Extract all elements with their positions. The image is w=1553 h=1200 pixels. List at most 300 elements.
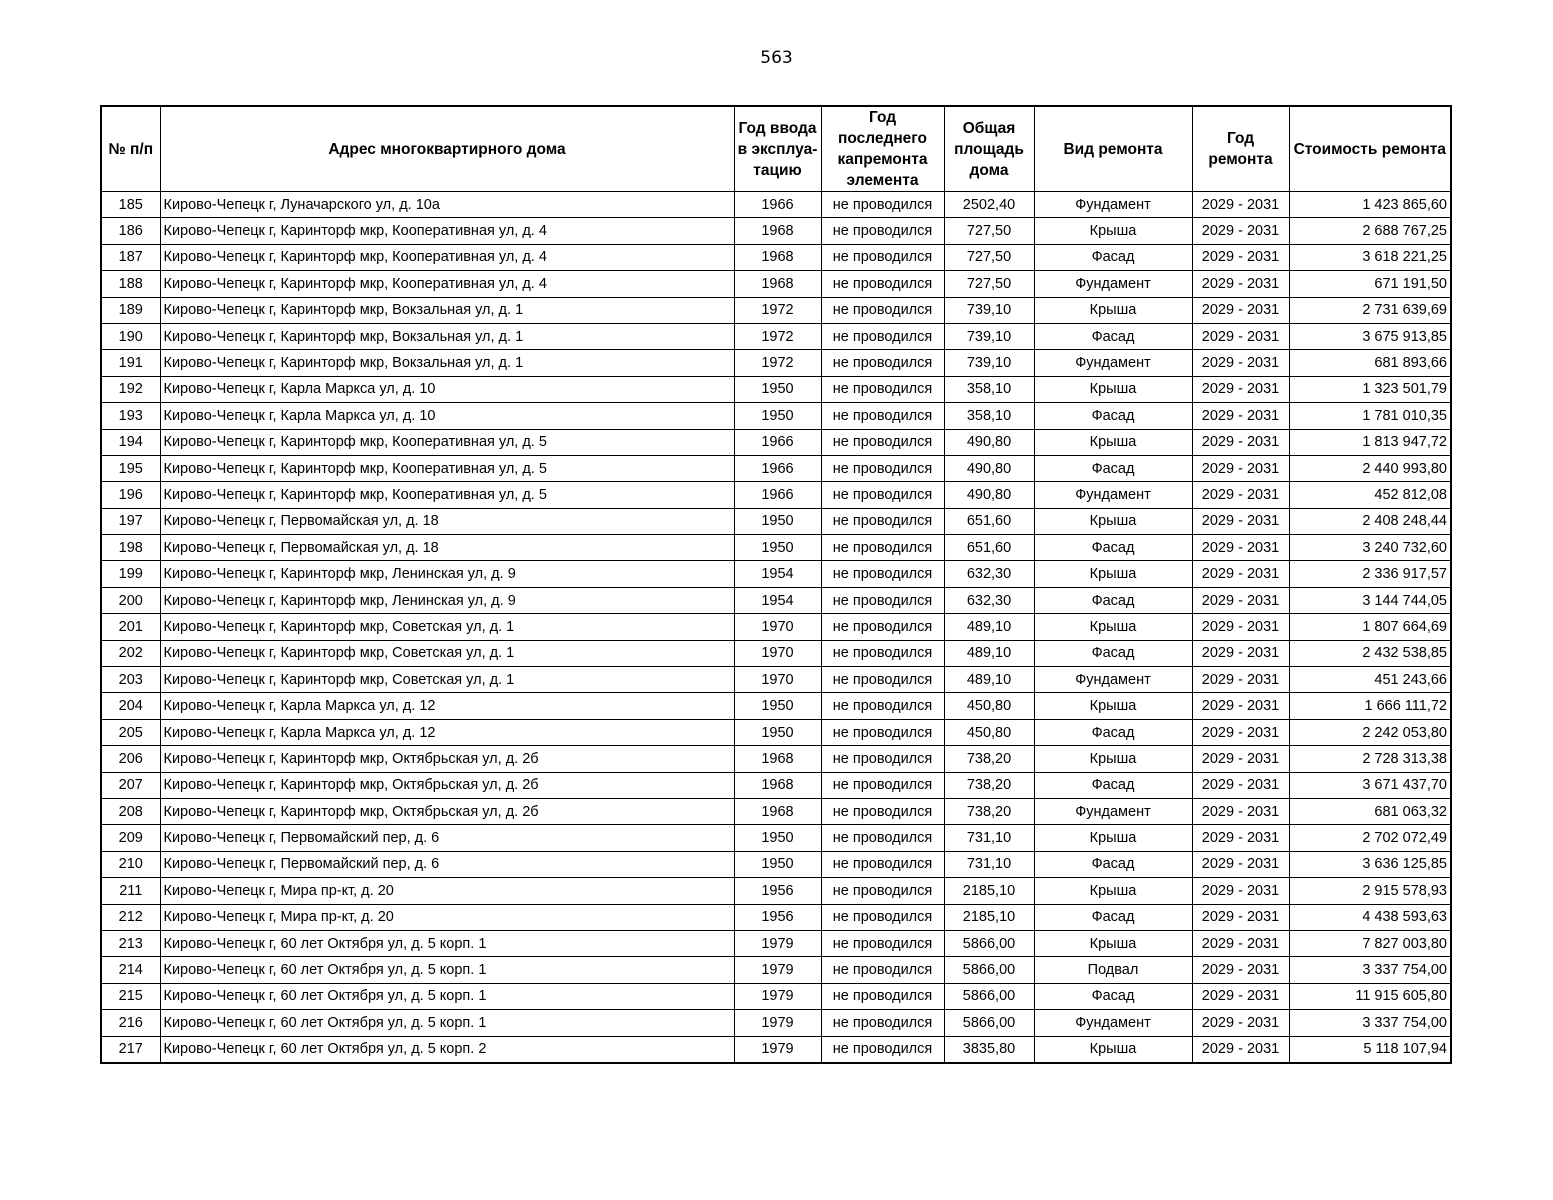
cell-last-repair-year: не проводился xyxy=(821,957,944,983)
cell-number: 194 xyxy=(101,429,160,455)
cell-total-area: 5866,00 xyxy=(944,1010,1034,1036)
cell-total-area: 5866,00 xyxy=(944,983,1034,1009)
cell-last-repair-year: не проводился xyxy=(821,614,944,640)
cell-commission-year: 1972 xyxy=(734,297,821,323)
cell-repair-type: Крыша xyxy=(1034,297,1192,323)
cell-commission-year: 1954 xyxy=(734,587,821,613)
cell-number: 186 xyxy=(101,218,160,244)
cell-repair-cost: 2 915 578,93 xyxy=(1289,878,1451,904)
table-body xyxy=(101,192,1451,1063)
cell-total-area: 651,60 xyxy=(944,535,1034,561)
cell-commission-year: 1972 xyxy=(734,350,821,376)
cell-repair-year: 2029 - 2031 xyxy=(1192,1010,1289,1036)
cell-address: Кирово-Чепецк г, Луначарского ул, д. 10а xyxy=(160,192,734,218)
cell-address: Кирово-Чепецк г, Каринторф мкр, Ленинская ул, д. 9 xyxy=(160,587,734,613)
cell-repair-year: 2029 - 2031 xyxy=(1192,772,1289,798)
table-row xyxy=(101,323,1451,349)
cell-repair-cost: 2 731 639,69 xyxy=(1289,297,1451,323)
cell-address: Кирово-Чепецк г, Каринторф мкр, Октябрьская ул, д. 2б xyxy=(160,772,734,798)
cell-total-area: 738,20 xyxy=(944,746,1034,772)
cell-repair-cost: 2 408 248,44 xyxy=(1289,508,1451,534)
cell-repair-year: 2029 - 2031 xyxy=(1192,693,1289,719)
repair-schedule-table xyxy=(100,105,1452,1064)
cell-number: 185 xyxy=(101,192,160,218)
cell-total-area: 358,10 xyxy=(944,376,1034,402)
cell-total-area: 490,80 xyxy=(944,482,1034,508)
cell-repair-cost: 2 688 767,25 xyxy=(1289,218,1451,244)
cell-address: Кирово-Чепецк г, Каринторф мкр, Вокзальная ул, д. 1 xyxy=(160,297,734,323)
table-row xyxy=(101,957,1451,983)
cell-last-repair-year: не проводился xyxy=(821,746,944,772)
cell-total-area: 490,80 xyxy=(944,429,1034,455)
cell-address: Кирово-Чепецк г, Первомайский пер, д. 6 xyxy=(160,825,734,851)
cell-repair-year: 2029 - 2031 xyxy=(1192,508,1289,534)
cell-repair-year: 2029 - 2031 xyxy=(1192,192,1289,218)
cell-repair-cost: 3 144 744,05 xyxy=(1289,587,1451,613)
table-row xyxy=(101,1036,1451,1063)
cell-number: 192 xyxy=(101,376,160,402)
cell-repair-year: 2029 - 2031 xyxy=(1192,957,1289,983)
cell-repair-type: Крыша xyxy=(1034,825,1192,851)
cell-address: Кирово-Чепецк г, 60 лет Октября ул, д. 5 корп. 2 xyxy=(160,1036,734,1063)
cell-address: Кирово-Чепецк г, 60 лет Октября ул, д. 5 корп. 1 xyxy=(160,930,734,956)
cell-number: 208 xyxy=(101,798,160,824)
cell-total-area: 358,10 xyxy=(944,403,1034,429)
cell-last-repair-year: не проводился xyxy=(821,983,944,1009)
cell-last-repair-year: не проводился xyxy=(821,798,944,824)
cell-last-repair-year: не проводился xyxy=(821,587,944,613)
cell-repair-year: 2029 - 2031 xyxy=(1192,667,1289,693)
cell-commission-year: 1950 xyxy=(734,508,821,534)
cell-repair-cost: 3 240 732,60 xyxy=(1289,535,1451,561)
cell-repair-type: Фасад xyxy=(1034,244,1192,270)
cell-last-repair-year: не проводился xyxy=(821,297,944,323)
cell-commission-year: 1972 xyxy=(734,323,821,349)
cell-total-area: 738,20 xyxy=(944,772,1034,798)
cell-last-repair-year: не проводился xyxy=(821,772,944,798)
table-row xyxy=(101,1010,1451,1036)
cell-number: 187 xyxy=(101,244,160,270)
cell-repair-year: 2029 - 2031 xyxy=(1192,851,1289,877)
cell-address: Кирово-Чепецк г, Мира пр-кт, д. 20 xyxy=(160,878,734,904)
cell-last-repair-year: не проводился xyxy=(821,429,944,455)
cell-repair-year: 2029 - 2031 xyxy=(1192,350,1289,376)
table-row xyxy=(101,455,1451,481)
cell-repair-type: Крыша xyxy=(1034,508,1192,534)
cell-repair-type: Фасад xyxy=(1034,904,1192,930)
table-row xyxy=(101,350,1451,376)
cell-repair-year: 2029 - 2031 xyxy=(1192,983,1289,1009)
cell-address: Кирово-Чепецк г, Каринторф мкр, Кооперативная ул, д. 4 xyxy=(160,271,734,297)
cell-commission-year: 1970 xyxy=(734,640,821,666)
cell-number: 209 xyxy=(101,825,160,851)
cell-total-area: 450,80 xyxy=(944,719,1034,745)
header-repair-type: Вид ремонта xyxy=(1034,106,1192,192)
cell-repair-cost: 2 728 313,38 xyxy=(1289,746,1451,772)
cell-number: 195 xyxy=(101,455,160,481)
cell-repair-type: Фасад xyxy=(1034,403,1192,429)
cell-repair-cost: 2 242 053,80 xyxy=(1289,719,1451,745)
table-row xyxy=(101,851,1451,877)
cell-number: 204 xyxy=(101,693,160,719)
cell-repair-cost: 3 337 754,00 xyxy=(1289,957,1451,983)
cell-last-repair-year: не проводился xyxy=(821,930,944,956)
table-row xyxy=(101,482,1451,508)
cell-repair-year: 2029 - 2031 xyxy=(1192,429,1289,455)
cell-last-repair-year: не проводился xyxy=(821,455,944,481)
table-row xyxy=(101,878,1451,904)
cell-repair-cost: 1 807 664,69 xyxy=(1289,614,1451,640)
cell-last-repair-year: не проводился xyxy=(821,192,944,218)
cell-number: 190 xyxy=(101,323,160,349)
cell-last-repair-year: не проводился xyxy=(821,904,944,930)
header-row xyxy=(101,106,1451,192)
cell-commission-year: 1968 xyxy=(734,772,821,798)
cell-address: Кирово-Чепецк г, Каринторф мкр, Кооперативная ул, д. 5 xyxy=(160,455,734,481)
cell-number: 200 xyxy=(101,587,160,613)
cell-number: 193 xyxy=(101,403,160,429)
cell-address: Кирово-Чепецк г, Каринторф мкр, Советская ул, д. 1 xyxy=(160,667,734,693)
cell-repair-cost: 1 781 010,35 xyxy=(1289,403,1451,429)
cell-repair-type: Крыша xyxy=(1034,746,1192,772)
cell-last-repair-year: не проводился xyxy=(821,640,944,666)
cell-number: 211 xyxy=(101,878,160,904)
cell-address: Кирово-Чепецк г, Каринторф мкр, Вокзальная ул, д. 1 xyxy=(160,323,734,349)
table-row xyxy=(101,746,1451,772)
cell-last-repair-year: не проводился xyxy=(821,482,944,508)
cell-address: Кирово-Чепецк г, Каринторф мкр, Советская ул, д. 1 xyxy=(160,640,734,666)
cell-repair-cost: 1 323 501,79 xyxy=(1289,376,1451,402)
cell-address: Кирово-Чепецк г, Каринторф мкр, Кооперативная ул, д. 4 xyxy=(160,244,734,270)
cell-repair-year: 2029 - 2031 xyxy=(1192,218,1289,244)
cell-total-area: 738,20 xyxy=(944,798,1034,824)
cell-repair-year: 2029 - 2031 xyxy=(1192,878,1289,904)
table-row xyxy=(101,930,1451,956)
cell-repair-year: 2029 - 2031 xyxy=(1192,482,1289,508)
header-repair-cost: Стоимость ремонта xyxy=(1289,106,1451,192)
cell-number: 213 xyxy=(101,930,160,956)
table-row xyxy=(101,719,1451,745)
table-row xyxy=(101,192,1451,218)
header-last-repair-year: Год последнего капремонта элемента xyxy=(821,106,944,192)
cell-commission-year: 1966 xyxy=(734,455,821,481)
cell-address: Кирово-Чепецк г, Мира пр-кт, д. 20 xyxy=(160,904,734,930)
cell-repair-cost: 5 118 107,94 xyxy=(1289,1036,1451,1063)
cell-address: Кирово-Чепецк г, 60 лет Октября ул, д. 5 корп. 1 xyxy=(160,1010,734,1036)
cell-repair-year: 2029 - 2031 xyxy=(1192,455,1289,481)
header-commission-year: Год ввода в эксплуа-тацию xyxy=(734,106,821,192)
cell-last-repair-year: не проводился xyxy=(821,271,944,297)
cell-total-area: 632,30 xyxy=(944,587,1034,613)
cell-address: Кирово-Чепецк г, Карла Маркса ул, д. 12 xyxy=(160,693,734,719)
cell-number: 198 xyxy=(101,535,160,561)
cell-commission-year: 1956 xyxy=(734,878,821,904)
cell-repair-type: Фасад xyxy=(1034,851,1192,877)
cell-last-repair-year: не проводился xyxy=(821,1036,944,1063)
cell-total-area: 727,50 xyxy=(944,218,1034,244)
cell-commission-year: 1950 xyxy=(734,719,821,745)
cell-commission-year: 1979 xyxy=(734,1010,821,1036)
cell-repair-type: Фундамент xyxy=(1034,798,1192,824)
cell-total-area: 5866,00 xyxy=(944,957,1034,983)
cell-number: 207 xyxy=(101,772,160,798)
cell-address: Кирово-Чепецк г, Карла Маркса ул, д. 12 xyxy=(160,719,734,745)
cell-repair-year: 2029 - 2031 xyxy=(1192,535,1289,561)
cell-repair-type: Фасад xyxy=(1034,640,1192,666)
cell-repair-cost: 451 243,66 xyxy=(1289,667,1451,693)
cell-repair-cost: 2 702 072,49 xyxy=(1289,825,1451,851)
cell-last-repair-year: не проводился xyxy=(821,693,944,719)
table-row xyxy=(101,271,1451,297)
cell-repair-type: Фундамент xyxy=(1034,350,1192,376)
cell-commission-year: 1968 xyxy=(734,244,821,270)
page-number: 563 xyxy=(760,48,793,68)
cell-total-area: 731,10 xyxy=(944,851,1034,877)
cell-repair-cost: 3 636 125,85 xyxy=(1289,851,1451,877)
cell-total-area: 2502,40 xyxy=(944,192,1034,218)
table-row xyxy=(101,772,1451,798)
cell-repair-year: 2029 - 2031 xyxy=(1192,746,1289,772)
cell-address: Кирово-Чепецк г, 60 лет Октября ул, д. 5 корп. 1 xyxy=(160,983,734,1009)
cell-repair-type: Крыша xyxy=(1034,218,1192,244)
cell-address: Кирово-Чепецк г, Первомайская ул, д. 18 xyxy=(160,535,734,561)
cell-repair-year: 2029 - 2031 xyxy=(1192,297,1289,323)
cell-repair-type: Фасад xyxy=(1034,983,1192,1009)
header-address: Адрес многоквартирного дома xyxy=(160,106,734,192)
cell-last-repair-year: не проводился xyxy=(821,667,944,693)
cell-commission-year: 1966 xyxy=(734,192,821,218)
cell-commission-year: 1979 xyxy=(734,983,821,1009)
cell-repair-cost: 1 813 947,72 xyxy=(1289,429,1451,455)
cell-total-area: 2185,10 xyxy=(944,904,1034,930)
cell-address: Кирово-Чепецк г, Каринторф мкр, Советская ул, д. 1 xyxy=(160,614,734,640)
cell-repair-type: Фундамент xyxy=(1034,1010,1192,1036)
cell-repair-cost: 452 812,08 xyxy=(1289,482,1451,508)
table-row xyxy=(101,983,1451,1009)
cell-repair-year: 2029 - 2031 xyxy=(1192,719,1289,745)
cell-commission-year: 1968 xyxy=(734,746,821,772)
cell-repair-cost: 1 666 111,72 xyxy=(1289,693,1451,719)
cell-address: Кирово-Чепецк г, 60 лет Октября ул, д. 5 корп. 1 xyxy=(160,957,734,983)
cell-repair-year: 2029 - 2031 xyxy=(1192,825,1289,851)
cell-repair-cost: 3 618 221,25 xyxy=(1289,244,1451,270)
table-row xyxy=(101,561,1451,587)
cell-address: Кирово-Чепецк г, Карла Маркса ул, д. 10 xyxy=(160,403,734,429)
header-repair-year: Год ремонта xyxy=(1192,106,1289,192)
cell-repair-type: Крыша xyxy=(1034,376,1192,402)
cell-commission-year: 1954 xyxy=(734,561,821,587)
cell-address: Кирово-Чепецк г, Каринторф мкр, Октябрьская ул, д. 2б xyxy=(160,798,734,824)
cell-repair-cost: 2 336 917,57 xyxy=(1289,561,1451,587)
table-row xyxy=(101,508,1451,534)
cell-commission-year: 1970 xyxy=(734,614,821,640)
cell-repair-type: Фундамент xyxy=(1034,482,1192,508)
cell-repair-cost: 11 915 605,80 xyxy=(1289,983,1451,1009)
cell-repair-year: 2029 - 2031 xyxy=(1192,640,1289,666)
cell-total-area: 489,10 xyxy=(944,667,1034,693)
cell-repair-year: 2029 - 2031 xyxy=(1192,1036,1289,1063)
table-row xyxy=(101,667,1451,693)
table-row xyxy=(101,587,1451,613)
cell-commission-year: 1979 xyxy=(734,957,821,983)
table-row xyxy=(101,693,1451,719)
cell-total-area: 450,80 xyxy=(944,693,1034,719)
cell-commission-year: 1968 xyxy=(734,271,821,297)
cell-commission-year: 1950 xyxy=(734,535,821,561)
cell-repair-year: 2029 - 2031 xyxy=(1192,561,1289,587)
cell-repair-cost: 2 440 993,80 xyxy=(1289,455,1451,481)
cell-total-area: 489,10 xyxy=(944,614,1034,640)
cell-repair-cost: 681 063,32 xyxy=(1289,798,1451,824)
cell-number: 217 xyxy=(101,1036,160,1063)
cell-total-area: 651,60 xyxy=(944,508,1034,534)
cell-repair-year: 2029 - 2031 xyxy=(1192,798,1289,824)
cell-repair-type: Крыша xyxy=(1034,561,1192,587)
cell-total-area: 731,10 xyxy=(944,825,1034,851)
cell-commission-year: 1950 xyxy=(734,403,821,429)
cell-number: 202 xyxy=(101,640,160,666)
cell-last-repair-year: не проводился xyxy=(821,508,944,534)
cell-repair-year: 2029 - 2031 xyxy=(1192,244,1289,270)
cell-commission-year: 1950 xyxy=(734,376,821,402)
cell-last-repair-year: не проводился xyxy=(821,878,944,904)
cell-address: Кирово-Чепецк г, Первомайская ул, д. 18 xyxy=(160,508,734,534)
cell-repair-type: Фундамент xyxy=(1034,271,1192,297)
cell-number: 216 xyxy=(101,1010,160,1036)
cell-repair-type: Фасад xyxy=(1034,587,1192,613)
table-row xyxy=(101,798,1451,824)
header-number: № п/п xyxy=(101,106,160,192)
cell-total-area: 739,10 xyxy=(944,323,1034,349)
cell-number: 189 xyxy=(101,297,160,323)
cell-total-area: 739,10 xyxy=(944,350,1034,376)
cell-repair-year: 2029 - 2031 xyxy=(1192,376,1289,402)
table-row xyxy=(101,904,1451,930)
cell-number: 210 xyxy=(101,851,160,877)
cell-total-area: 490,80 xyxy=(944,455,1034,481)
cell-last-repair-year: не проводился xyxy=(821,561,944,587)
cell-total-area: 2185,10 xyxy=(944,878,1034,904)
table-row xyxy=(101,640,1451,666)
table-row xyxy=(101,614,1451,640)
cell-address: Кирово-Чепецк г, Каринторф мкр, Октябрьская ул, д. 2б xyxy=(160,746,734,772)
table-row xyxy=(101,429,1451,455)
cell-number: 191 xyxy=(101,350,160,376)
cell-number: 199 xyxy=(101,561,160,587)
table-row xyxy=(101,376,1451,402)
cell-last-repair-year: не проводился xyxy=(821,350,944,376)
cell-repair-year: 2029 - 2031 xyxy=(1192,930,1289,956)
cell-repair-cost: 4 438 593,63 xyxy=(1289,904,1451,930)
cell-number: 215 xyxy=(101,983,160,1009)
cell-number: 206 xyxy=(101,746,160,772)
cell-number: 214 xyxy=(101,957,160,983)
cell-total-area: 489,10 xyxy=(944,640,1034,666)
cell-repair-type: Подвал xyxy=(1034,957,1192,983)
cell-commission-year: 1979 xyxy=(734,1036,821,1063)
cell-repair-cost: 3 675 913,85 xyxy=(1289,323,1451,349)
cell-last-repair-year: не проводился xyxy=(821,851,944,877)
cell-address: Кирово-Чепецк г, Карла Маркса ул, д. 10 xyxy=(160,376,734,402)
cell-address: Кирово-Чепецк г, Первомайский пер, д. 6 xyxy=(160,851,734,877)
cell-repair-year: 2029 - 2031 xyxy=(1192,614,1289,640)
cell-last-repair-year: не проводился xyxy=(821,218,944,244)
cell-total-area: 632,30 xyxy=(944,561,1034,587)
cell-repair-type: Крыша xyxy=(1034,930,1192,956)
cell-last-repair-year: не проводился xyxy=(821,403,944,429)
cell-repair-year: 2029 - 2031 xyxy=(1192,587,1289,613)
cell-commission-year: 1968 xyxy=(734,798,821,824)
cell-last-repair-year: не проводился xyxy=(821,719,944,745)
cell-commission-year: 1966 xyxy=(734,482,821,508)
cell-number: 205 xyxy=(101,719,160,745)
cell-commission-year: 1968 xyxy=(734,218,821,244)
cell-repair-cost: 3 671 437,70 xyxy=(1289,772,1451,798)
cell-number: 203 xyxy=(101,667,160,693)
cell-repair-type: Крыша xyxy=(1034,429,1192,455)
cell-total-area: 727,50 xyxy=(944,244,1034,270)
cell-address: Кирово-Чепецк г, Каринторф мкр, Ленинская ул, д. 9 xyxy=(160,561,734,587)
cell-commission-year: 1950 xyxy=(734,825,821,851)
cell-repair-type: Крыша xyxy=(1034,878,1192,904)
cell-last-repair-year: не проводился xyxy=(821,376,944,402)
cell-total-area: 739,10 xyxy=(944,297,1034,323)
cell-address: Кирово-Чепецк г, Каринторф мкр, Кооперативная ул, д. 5 xyxy=(160,429,734,455)
cell-repair-year: 2029 - 2031 xyxy=(1192,323,1289,349)
cell-repair-type: Крыша xyxy=(1034,614,1192,640)
table-row xyxy=(101,218,1451,244)
cell-total-area: 3835,80 xyxy=(944,1036,1034,1063)
cell-repair-cost: 7 827 003,80 xyxy=(1289,930,1451,956)
cell-last-repair-year: не проводился xyxy=(821,1010,944,1036)
cell-number: 212 xyxy=(101,904,160,930)
cell-repair-year: 2029 - 2031 xyxy=(1192,904,1289,930)
cell-address: Кирово-Чепецк г, Каринторф мкр, Кооперативная ул, д. 4 xyxy=(160,218,734,244)
cell-number: 196 xyxy=(101,482,160,508)
table-row xyxy=(101,297,1451,323)
cell-repair-year: 2029 - 2031 xyxy=(1192,271,1289,297)
cell-repair-type: Фундамент xyxy=(1034,667,1192,693)
cell-repair-year: 2029 - 2031 xyxy=(1192,403,1289,429)
cell-repair-type: Фасад xyxy=(1034,323,1192,349)
cell-number: 197 xyxy=(101,508,160,534)
cell-last-repair-year: не проводился xyxy=(821,535,944,561)
cell-repair-cost: 681 893,66 xyxy=(1289,350,1451,376)
cell-commission-year: 1970 xyxy=(734,667,821,693)
table-row xyxy=(101,535,1451,561)
cell-repair-type: Фасад xyxy=(1034,535,1192,561)
cell-number: 201 xyxy=(101,614,160,640)
cell-number: 188 xyxy=(101,271,160,297)
cell-repair-type: Фасад xyxy=(1034,455,1192,481)
cell-repair-cost: 671 191,50 xyxy=(1289,271,1451,297)
cell-repair-cost: 3 337 754,00 xyxy=(1289,1010,1451,1036)
cell-repair-type: Крыша xyxy=(1034,693,1192,719)
cell-commission-year: 1950 xyxy=(734,851,821,877)
cell-commission-year: 1979 xyxy=(734,930,821,956)
cell-last-repair-year: не проводился xyxy=(821,244,944,270)
cell-commission-year: 1956 xyxy=(734,904,821,930)
cell-repair-cost: 2 432 538,85 xyxy=(1289,640,1451,666)
header-total-area: Общая площадь дома xyxy=(944,106,1034,192)
table-row xyxy=(101,825,1451,851)
cell-total-area: 5866,00 xyxy=(944,930,1034,956)
table-row xyxy=(101,403,1451,429)
cell-repair-type: Фундамент xyxy=(1034,192,1192,218)
cell-repair-cost: 1 423 865,60 xyxy=(1289,192,1451,218)
cell-commission-year: 1950 xyxy=(734,693,821,719)
cell-repair-type: Крыша xyxy=(1034,1036,1192,1063)
